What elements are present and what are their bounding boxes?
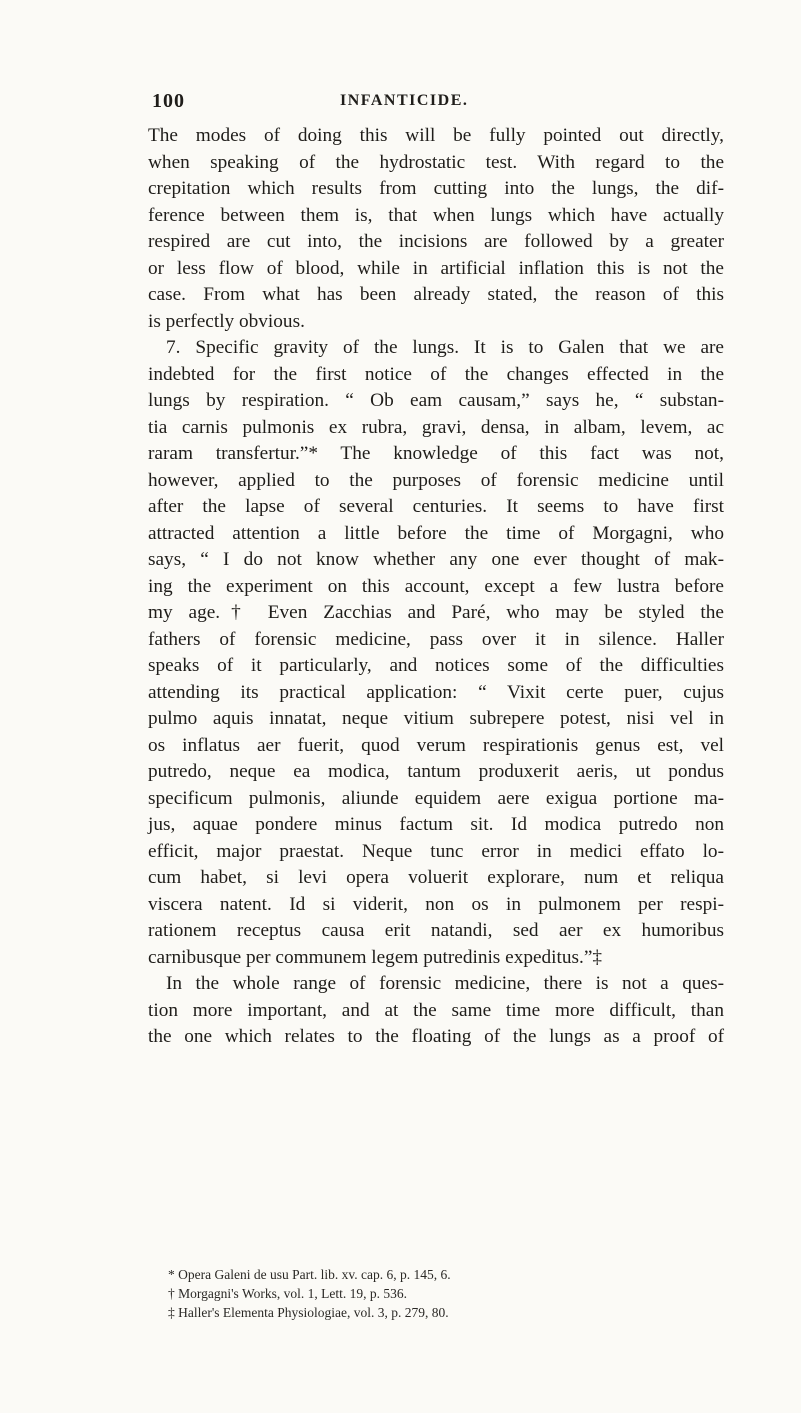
text-line: attracted attention a little before the time of Morgagni, who [148,522,724,544]
text-line: efficit, major praestat. Neque tunc error in medici effato lo- [148,840,724,862]
footnote: † Morgagni's Works, vol. 1, Lett. 19, p. 536. [168,1286,407,1301]
text-line: os inflatus aer fuerit, quod verum respirationis genus est, vel [148,734,724,756]
text-line: indebted for the first notice of the changes effected in the [148,363,724,385]
text-line: cum habet, si levi opera voluerit explorare, num et reliqua [148,867,724,888]
text-line: raram transfertur.”* The knowledge of this fact was not, [148,443,724,464]
text-line: crepitation which results from cutting into the lungs, the dif- [148,178,724,199]
text-line: attending its practical application: “ Vixit certe puer, cujus [148,681,724,703]
text-line: however, applied to the purposes of forensic medicine until [148,469,724,491]
text-line: or less flow of blood, while in artificial inflation this is not the [148,257,724,279]
text-line: 7. Specific gravity of the lungs. It is to Galen that we are [166,337,724,358]
text-line: putredo, neque ea modica, tantum produxerit aeris, ut pondus [148,761,724,782]
page-number: 100 [152,90,185,112]
page-header [152,90,682,114]
text-line: speaks of it particularly, and notices some of the difficulties [148,655,724,676]
text-line: after the lapse of several centuries. It seems to have first [148,496,724,517]
text-line: pulmo aquis innatat, neque vitium subrepere potest, nisi vel in [148,708,724,729]
body-text [148,123,724,1051]
text-line: In the whole range of forensic medicine, there is not a ques- [166,973,724,994]
text-line: the one which relates to the floating of the lungs as a proof of [148,1026,724,1047]
running-head: INFANTICIDE. [340,92,469,109]
text-line: respired are cut into, the incisions are followed by a greater [148,231,724,252]
text-line: my age.† Even Zacchias and Paré, who may be styled the [148,602,724,623]
text-line: specificum pulmonis, aliunde equidem aere exigua portione ma- [148,787,724,809]
text-line: carnibusque per communem legem putredinis expeditus.”‡ [148,946,603,968]
text-line: says, “ I do not know whether any one ever thought of mak- [148,549,724,570]
text-line: tion more important, and at the same time more difficult, than [148,999,724,1021]
text-line: ference between them is, that when lungs which have actually [148,204,724,226]
footnote: * Opera Galeni de usu Part. lib. xv. cap. 6, p. 145, 6. [168,1267,451,1282]
text-line: when speaking of the hydrostatic test. With regard to the [148,151,724,173]
footnotes [150,1265,710,1322]
text-line: case. From what has been already stated, the reason of this [148,284,724,305]
text-line: lungs by respiration. “ Ob eam causam,” says he, “ substan- [148,390,724,411]
text-line: ing the experiment on this account, except a few lustra before [148,575,724,597]
text-line: fathers of forensic medicine, pass over it in silence. Haller [148,628,724,650]
footnote: ‡ Haller's Elementa Physiologiae, vol. 3, p. 279, 80. [168,1305,449,1320]
text-line: The modes of doing this will be fully pointed out directly, [148,125,724,146]
text-line: tia carnis pulmonis ex rubra, gravi, densa, in albam, levem, ac [148,416,724,438]
text-line: rationem receptus causa erit natandi, sed aer ex humoribus [148,920,724,941]
text-line: jus, aquae pondere minus factum sit. Id modica putredo non [148,814,724,835]
text-line: is perfectly obvious. [148,310,305,332]
text-line: viscera natent. Id si viderit, non os in pulmonem per respi- [148,893,724,915]
